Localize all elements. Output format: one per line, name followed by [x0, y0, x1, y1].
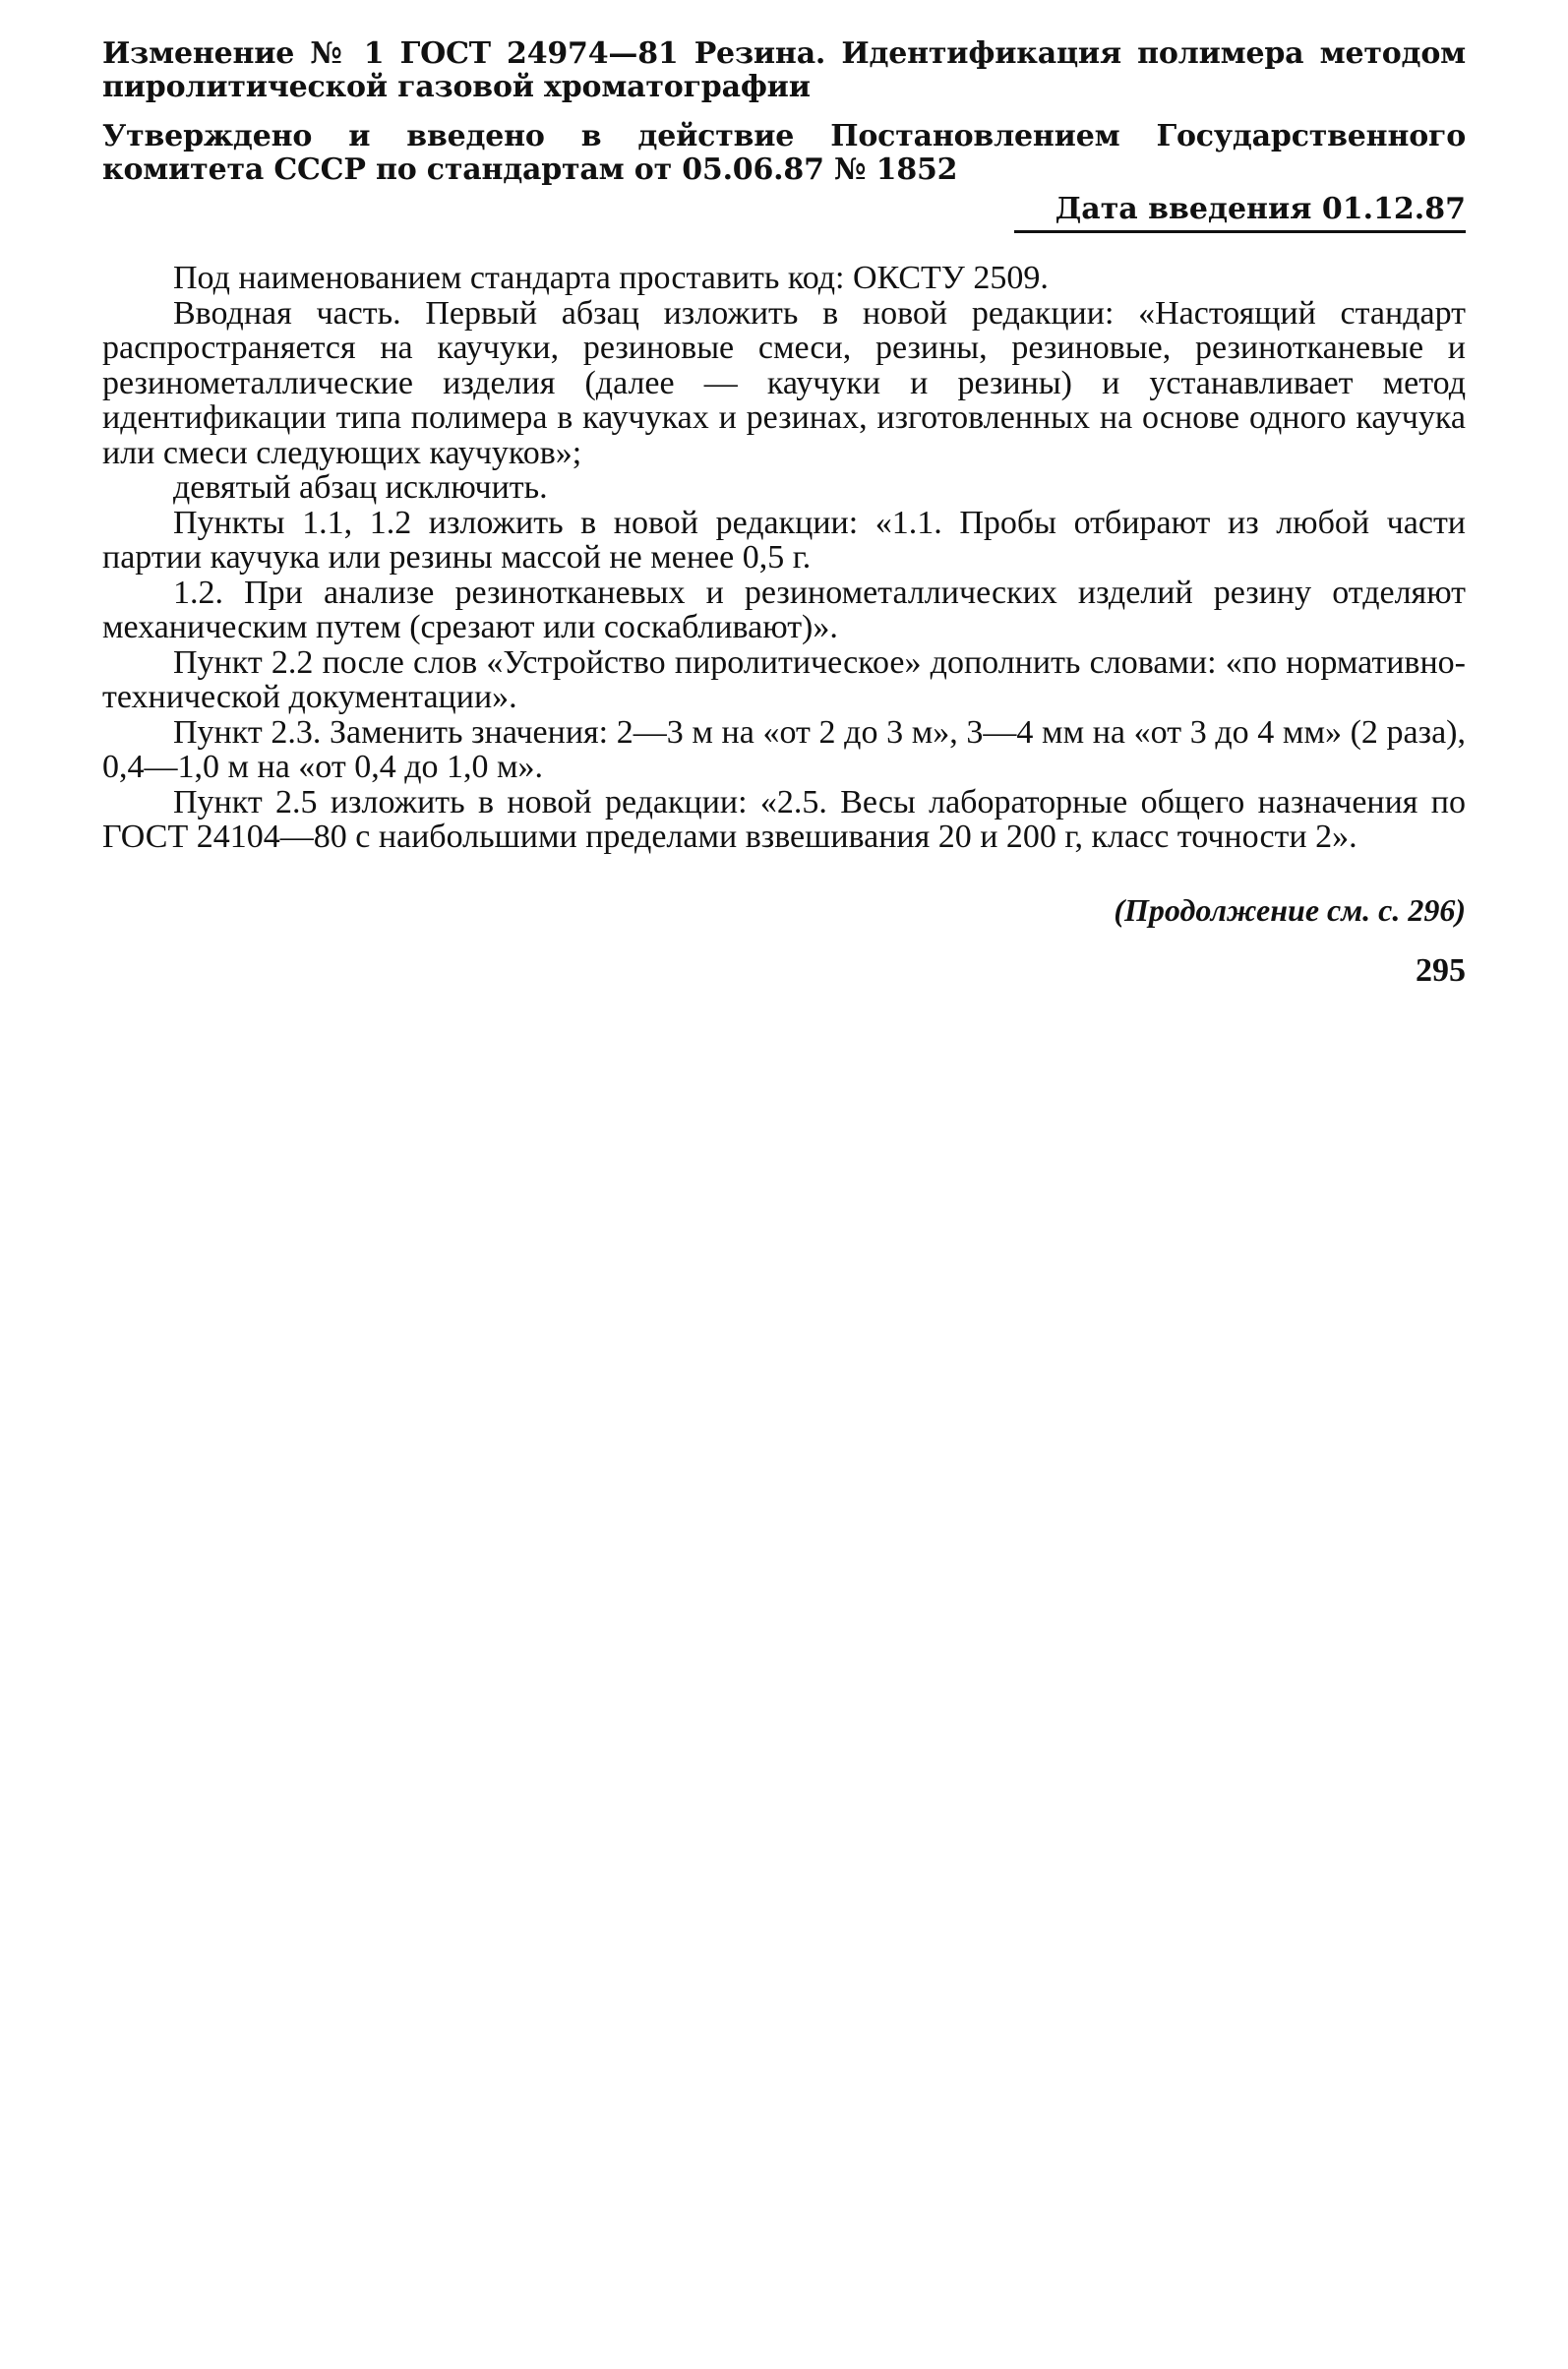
approval-statement: Утверждено и введено в действие Постановлением Государственного комитета СССР по стандартам от 05.06.87 № 1852	[102, 119, 1466, 187]
paragraph-ninth-removed: девятый абзац исключить.	[173, 469, 548, 506]
paragraph-items-1-1-1-2: Пункты 1.1, 1.2 изложить в новой редакции: «1.1. Пробы отбирают из любой части партии каучука или резины массой не менее 0,5 г.	[102, 504, 1466, 576]
body-text	[102, 261, 1466, 855]
paragraph-item-1-2: 1.2. При анализе резинотканевых и резинометаллических изделий резину отделяют механическим путем (срезают или соскабливают)».	[102, 574, 1466, 645]
paragraph-item-2-3: Пункт 2.3. Заменить значения: 2—3 м на «от 2 до 3 м», 3—4 мм на «от 3 до 4 мм» (2 раза), 0,4—1,0 м на «от 0,4 до 1,0 м».	[102, 713, 1466, 785]
continuation-note: (Продолжение см. с. 296)	[1114, 891, 1466, 928]
paragraph-okstu-code: Под наименованием стандарта проставить код: ОКСТУ 2509.	[173, 260, 1049, 296]
effective-date: Дата введения 01.12.87	[1014, 191, 1466, 233]
effective-date-line	[102, 191, 1466, 233]
paragraph-introduction: Вводная часть. Первый абзац изложить в новой редакции: «Настоящий стандарт распространяется на каучуки, резиновые смеси, резины, резиновые, резинотканевые и резинометаллические изделия (далее — каучуки и резины) и устанавливает метод идентификации типа полимера в каучуках и резинах, изготовленных на основе одного каучука или смеси следующих каучуков»;	[102, 294, 1466, 471]
change-title: Изменение № 1 ГОСТ 24974—81 Резина. Идентификация полимера методом пиролитической газовой хроматографии	[102, 36, 1466, 104]
document-page	[102, 37, 1466, 991]
paragraph-item-2-5: Пункт 2.5 изложить в новой редакции: «2.5. Весы лабораторные общего назначения по ГОСТ 24104—80 с наибольшими пределами взвешивания 20 и 200 г, класс точности 2».	[102, 783, 1466, 855]
paragraph-item-2-2: Пункт 2.2 после слов «Устройство пиролитическое» дополнить словами: «по нормативно-технической документации».	[102, 643, 1466, 715]
page-number: 295	[1416, 951, 1466, 989]
